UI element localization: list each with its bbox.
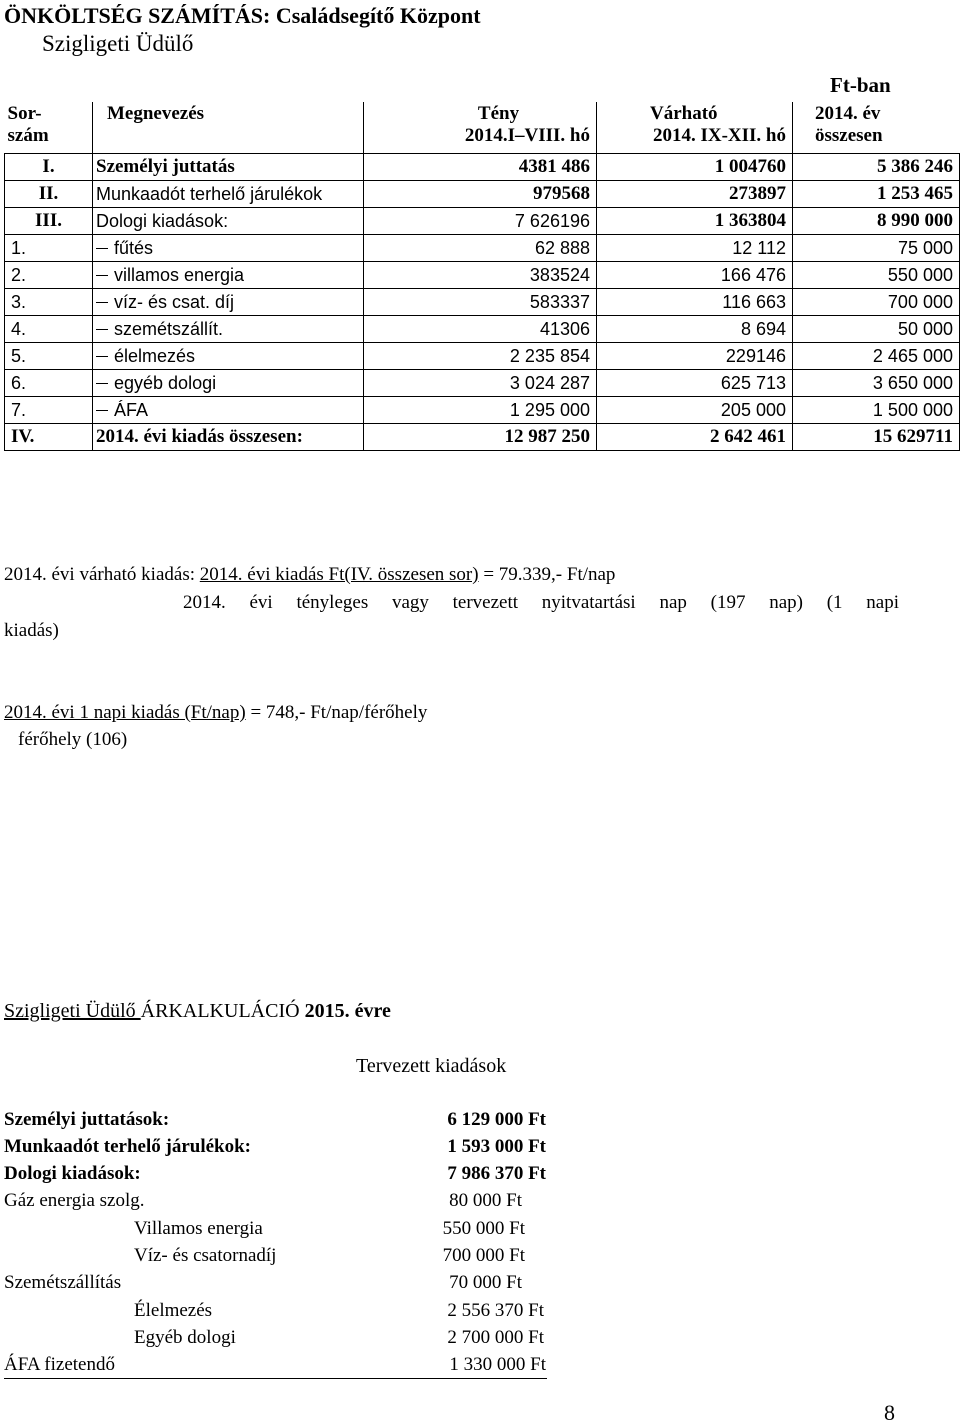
row-actual: 1 295 000	[364, 397, 597, 424]
plan-label: Villamos energia	[134, 1218, 263, 1239]
dash-mark	[96, 329, 108, 330]
row-actual: 12 987 250	[364, 424, 597, 451]
page-number: 8	[884, 1400, 895, 1425]
row-name: Munkaadót terhelő járulékok	[93, 181, 364, 208]
plan-value: 2 700 000 Ft	[447, 1327, 544, 1348]
plan-label: Személyi juttatások:	[4, 1109, 170, 1130]
table-row	[5, 289, 960, 316]
row-name: Személyi juttatás	[93, 154, 364, 181]
row-no: II.	[5, 181, 93, 208]
row-expected: 1 363804	[597, 208, 793, 235]
row-expected: 229146	[597, 343, 793, 370]
table-row	[5, 262, 960, 289]
dash-mark	[96, 410, 108, 411]
row-name: víz- és csat. díj	[93, 289, 364, 316]
row-name: szemétszállít.	[93, 316, 364, 343]
row-no: 6.	[5, 370, 93, 397]
plan-label: Szemétszállítás	[4, 1272, 122, 1293]
row-no: 7.	[5, 397, 93, 424]
row-no: III.	[5, 208, 93, 235]
table-total-row	[5, 424, 960, 451]
plan-label: Gáz energia szolg.	[4, 1190, 145, 1211]
row-expected: 1 004760	[597, 154, 793, 181]
row-expected: 625 713	[597, 370, 793, 397]
table-row	[5, 316, 960, 343]
row-expected: 2 642 461	[597, 424, 793, 451]
row-expected: 8 694	[597, 316, 793, 343]
plan-value: 1 593 000 Ft	[447, 1136, 546, 1157]
row-no: 5.	[5, 343, 93, 370]
row-expected: 166 476	[597, 262, 793, 289]
row-name: ÁFA	[93, 397, 364, 424]
plan-value: 7 986 370 Ft	[447, 1163, 546, 1184]
bed-count-line: férőhely (106)	[18, 729, 128, 750]
table-row	[5, 181, 960, 208]
total-underline	[4, 1378, 547, 1379]
row-actual: 2 235 854	[364, 343, 597, 370]
planned-costs-title: Tervezett kiadások	[356, 1055, 507, 1077]
col-teny: Tény 2014.I–VIII. hó	[364, 102, 597, 154]
row-total: 50 000	[793, 316, 960, 343]
page-subtitle: Szigligeti Üdülő	[42, 31, 194, 56]
row-actual: 979568	[364, 181, 597, 208]
row-total: 3 650 000	[793, 370, 960, 397]
plan-label: Élelmezés	[134, 1300, 213, 1321]
row-name: élelmezés	[93, 343, 364, 370]
page-title: ÖNKÖLTSÉG SZÁMÍTÁS: Családsegítő Központ	[4, 3, 481, 28]
row-total: 8 990 000	[793, 208, 960, 235]
dash-mark	[96, 356, 108, 357]
row-actual: 62 888	[364, 235, 597, 262]
opening-days-line-end: kiadás)	[4, 620, 59, 641]
row-total: 1 253 465	[793, 181, 960, 208]
table-header-row	[5, 102, 960, 154]
plan-value: 70 000 Ft	[449, 1272, 522, 1293]
row-expected: 273897	[597, 181, 793, 208]
row-actual: 3 024 287	[364, 370, 597, 397]
row-no: 3.	[5, 289, 93, 316]
opening-days-line: 2014. évi tényleges vagy tervezett nyitvatartási nap (197 nap) (1 napi	[183, 592, 899, 613]
row-total: 1 500 000	[793, 397, 960, 424]
row-total: 15 629711	[793, 424, 960, 451]
row-no: I.	[5, 154, 93, 181]
table-row	[5, 208, 960, 235]
row-no: 1.	[5, 235, 93, 262]
plan-label: Dologi kiadások:	[4, 1163, 141, 1184]
col-varhato: Várható 2014. IX-XII. hó	[597, 102, 793, 154]
row-name: fűtés	[93, 235, 364, 262]
row-name: 2014. évi kiadás összesen:	[93, 424, 364, 451]
table-row	[5, 370, 960, 397]
dash-mark	[96, 302, 108, 303]
col-megnevezes: Megnevezés	[93, 102, 364, 154]
per-bed-cost-line: 2014. évi 1 napi kiadás (Ft/nap) = 748,- Ft/nap/férőhely	[4, 702, 428, 723]
row-name: Dologi kiadások:	[93, 208, 364, 235]
row-expected: 205 000	[597, 397, 793, 424]
row-actual: 41306	[364, 316, 597, 343]
row-total: 75 000	[793, 235, 960, 262]
plan-label: Munkaadót terhelő járulékok:	[4, 1136, 251, 1157]
plan-value: 550 000 Ft	[442, 1218, 525, 1239]
row-name: villamos energia	[93, 262, 364, 289]
plan-value: 700 000 Ft	[442, 1245, 525, 1266]
row-no: 4.	[5, 316, 93, 343]
row-total: 5 386 246	[793, 154, 960, 181]
row-actual: 383524	[364, 262, 597, 289]
plan-value: 1 330 000 Ft	[449, 1354, 546, 1375]
row-expected: 12 112	[597, 235, 793, 262]
plan-value: 6 129 000 Ft	[447, 1109, 546, 1130]
table-row	[5, 397, 960, 424]
row-total: 2 465 000	[793, 343, 960, 370]
row-no: 2.	[5, 262, 93, 289]
row-total: 700 000	[793, 289, 960, 316]
expected-daily-cost-line: 2014. évi várható kiadás: 2014. évi kiadás Ft(IV. összesen sor) = 79.339,- Ft/nap	[4, 564, 616, 585]
plan-label: Víz- és csatornadíj	[134, 1245, 277, 1266]
row-expected: 116 663	[597, 289, 793, 316]
dash-mark	[96, 275, 108, 276]
plan-value: 80 000 Ft	[449, 1190, 522, 1211]
plan-label: Egyéb dologi	[134, 1327, 236, 1348]
row-no: IV.	[5, 424, 93, 451]
dash-mark	[96, 383, 108, 384]
col-osszesen: 2014. év összesen	[793, 102, 960, 154]
row-actual: 583337	[364, 289, 597, 316]
plan-value: 2 556 370 Ft	[447, 1300, 544, 1321]
row-name: egyéb dologi	[93, 370, 364, 397]
plan-label: ÁFA fizetendő	[4, 1354, 115, 1375]
table-row	[5, 154, 960, 181]
row-actual: 4381 486	[364, 154, 597, 181]
price-calc-heading: Szigligeti Üdülő ÁRKALKULÁCIÓ 2015. évre	[4, 1000, 391, 1022]
col-sorszam: Sor- szám	[5, 102, 93, 154]
table-row	[5, 235, 960, 262]
cost-table	[4, 102, 960, 451]
row-actual: 7 626196	[364, 208, 597, 235]
dash-mark	[96, 248, 108, 249]
row-total: 550 000	[793, 262, 960, 289]
table-row	[5, 343, 960, 370]
unit-label: Ft-ban	[830, 73, 891, 97]
